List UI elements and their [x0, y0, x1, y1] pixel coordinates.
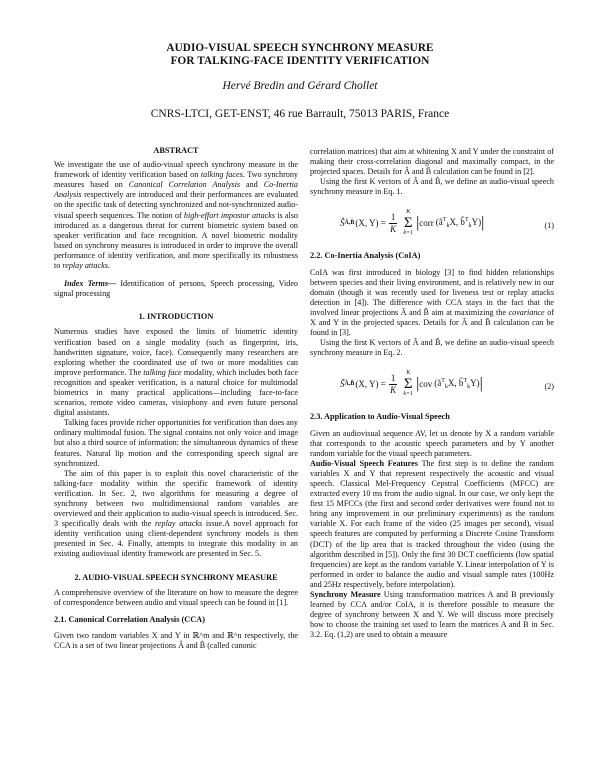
- paper-authors: Hervé Bredin and Gérard Chollet: [222, 80, 378, 92]
- intro-paragraph-1: Numerous studies have exposed the limits of biometric identity verification based on a single modality (such as fingerprint, iris, handwritten signature, voice, face). Consequently many researchers are exploring whether the coordinated use of two or more modalities can improve performance. The talking face modality, which includes both face recognition and speaker verification, is a natural choice for multimodal biometrics in many practical applications—including face-to-face scenarios, remote video cameras, visiophony and even future personal digital assistants.: [54, 327, 298, 418]
- cca-measure-intro: Using the first K vectors of Â and B̂, we define an audio-visual speech synchrony measure in Eq. 1.: [310, 177, 554, 197]
- right-column: [310, 147, 554, 640]
- coia-paragraph-1: CoIA was first introduced in biology [3] to find hidden relationships between species and their living environment, and is relatively new in our domain (though it was recently used for liveness test or replay attacks detection in [4]). The difference with CCA stays in the fact that the involved linear projections Ã and B̃ aim at maximizing the covariance of X and Y in the projected spaces. Details for Ã and B̃ calculation can be found in [3].: [310, 267, 554, 338]
- paper-title-line-1: AUDIO-VISUAL SPEECH SYNCHRONY MEASURE: [166, 42, 434, 54]
- intro-paragraph-2: Talking faces provide richer opportunities for verification than does any ordinary multimodal fusion. The signal contains not only voice and image but also a third source of information: the simultaneous dynamics of these features. Natural lip motion and the corresponding speech signal are synchronized.: [54, 418, 298, 468]
- paper-affiliation: CNRS-LTCI, GET-ENST, 46 rue Barrault, 75013 PARIS, France: [150, 108, 450, 120]
- features-paragraph: Audio-Visual Speech Features The first step is to define the random variables X and Y that represent respectively the acoustic and visual speech. Classical Mel-Frequency Cepstral Coefficients (MFCC) are extracted every 10 ms from the audio signal. In our case, we only kept the first 15 MFCCs (the first and second order derivatives were found not to bring any improvement in our preliminary experiments) as the random variable X. For each frame of the video (25 images per second), visual speech features are computed by performing a Discrete Cosine Transform (DCT) of the lip area that is tracked throughout the video (using the algorithm described in [5]). Only the first 30 DCT coefficients (low spatial frequencies) are kept as the random variable Y. Linear interpolation of Y is performed in order to balance the audio and visual sample rates (100Hz and 25Hz respectively, before interpolation).: [310, 458, 554, 589]
- equation-1: Ŝ Â,B̂ (X, Y) = $\frac{1}{K}$ K Σ k=1 | corr ($â^T_kX$, b̂$^T_k$Y) | (1): [340, 209, 554, 237]
- subsection-coia-heading: 2.2. Co-Inertia Analysis (CoIA): [310, 251, 421, 261]
- paper-title-line-2: FOR TALKING-FACE IDENTITY VERIFICATION: [170, 55, 430, 67]
- abstract-paragraph: We investigate the use of audio-visual speech synchrony measure in the framework of identity verification based on talking faces. Two synchrony measures based on Canonical Correlation Analysis and Co-Inertia Analysis respectively are introduced and their performances are evaluated on the specific task of detecting synchronized and not-synchronized audio-visual speech sequences. The notion of high-effort impostor attacks is also introduced as a dangerous threat for current biometric system based on speaker verification and face recognition. A novel biometric modality based on synchrony measures is introduced in order to improve the overall performance of identity verification, and more specifically its robustness to replay attacks.: [54, 160, 298, 271]
- equation-1-number: (1): [544, 221, 554, 231]
- synchrony-measure-paragraph: Synchrony Measure Using transformation matrices A and B previously learned by CCA and/or CoIA, it is therefore possible to measure the degree of synchrony between X and Y. We will discuss more precisely how to choose the training set used to learn the matrices A and B in Sec. 3.2. Eq. (1,2) are used to obtain a measure: [310, 590, 554, 640]
- intro-paragraph-3: The aim of this paper is to exploit this novel characteristic of the talking-face modality within the specific framework of identity verification. In Sec. 2, two algorithms for measuring a degree of synchrony between two multidimensional random variables are overviewed and their application to audio-visual speech is introduced. Sec. 3 specifically deals with the replay attacks issue.A novel approach for identity verification using client-dependent synchrony models is then presented in Sec. 4. Finally, attempts to integrate this modality in an existing audiovisual identity framework are presented in Sec. 5.: [54, 468, 298, 559]
- introduction-heading: 1. INTRODUCTION: [138, 312, 214, 322]
- section-2-heading: 2. AUDIO-VISUAL SPEECH SYNCHRONY MEASURE: [74, 572, 278, 582]
- equation-2: S̃ Ã,B̃ (X, Y) = $\frac{1}{K}$ K Σ k=1 | cov ($ã^T_kX$, b̃$^T_k$Y) | (2): [340, 370, 554, 398]
- application-paragraph: Given an audiovisual sequence AV, let us denote by X a random variable that corresponds to the acoustic speech parameters and by Y another random variable for the visual speech parameters.: [310, 428, 554, 458]
- coia-paragraph-2: Using the first K vectors of Ã and B̃, we define an audio-visual speech synchrony measure in Eq. 2.: [310, 338, 554, 358]
- cca-paragraph: Given two random variables X and Y in ℝ^m and ℝ^n respectively, the CCA is a set of two linear projections Â and B̂ (called canonic: [54, 630, 298, 651]
- subsection-cca-heading: 2.1. Canonical Correlation Analysis (CCA): [54, 614, 206, 624]
- left-column: [54, 146, 298, 651]
- section-2-paragraph: A comprehensive overview of the literature on how to measure the degree of correspondence between audio and visual speech can be found in [1].: [54, 587, 298, 607]
- index-terms: Index Terms— Identification of persons, Speech processing, Video signal processing: [54, 279, 298, 299]
- cca-continued-paragraph: correlation matrices) that aim at whitening X and Y under the constraint of making their cross-correlation diagonal and maximally compact, in the projected spaces. Details for Â and B̂ calculation can be found in [2].: [310, 147, 554, 177]
- equation-2-number: (2): [544, 382, 554, 392]
- subsection-application-heading: 2.3. Application to Audio-Visual Speech: [310, 412, 450, 422]
- abstract-heading: ABSTRACT: [153, 146, 199, 155]
